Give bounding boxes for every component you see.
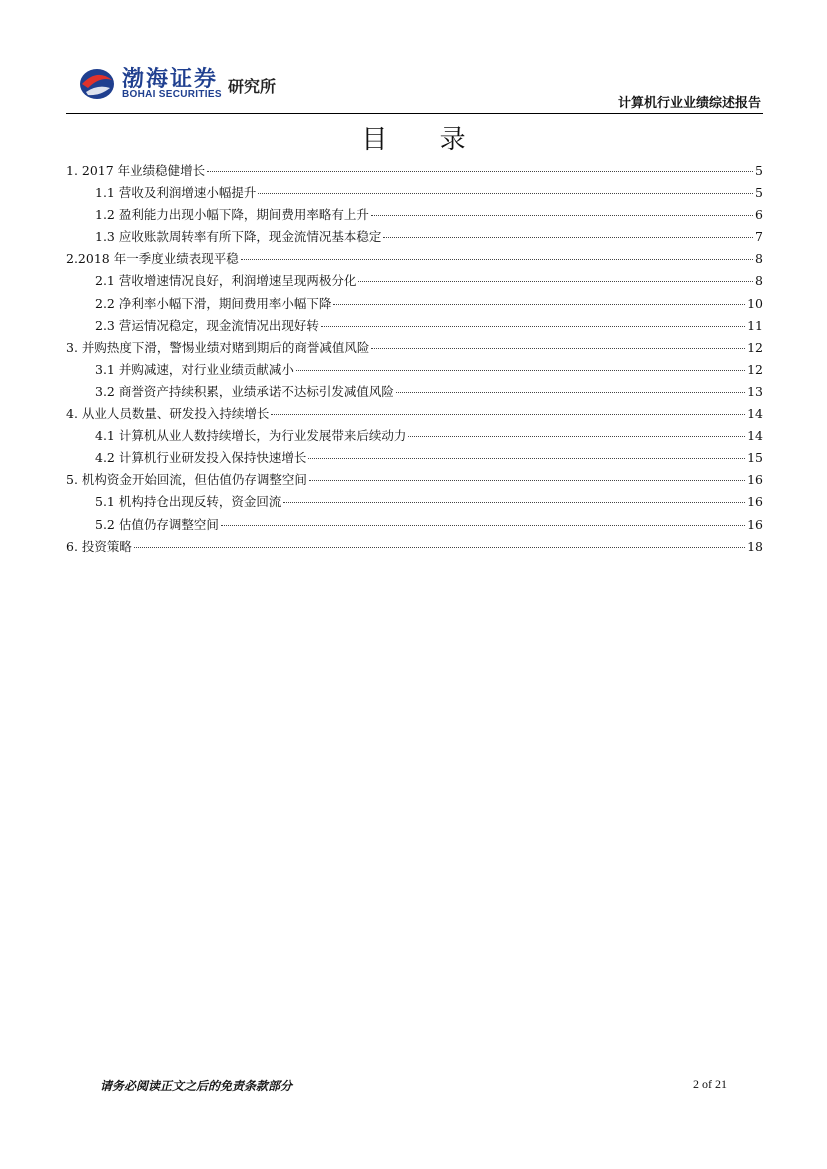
toc-entry-label: 4. 从业人员数量、研发投入持续增长: [66, 406, 270, 422]
toc-entry[interactable]: [66, 359, 763, 381]
toc-entry-page: 16: [747, 472, 763, 488]
page-header: [66, 58, 763, 114]
toc-entry-page: 12: [747, 339, 763, 355]
toc-entry-label: 5.2 估值仍存调整空间: [95, 516, 219, 532]
toc-entry[interactable]: [66, 536, 763, 558]
toc-leader-dots: [396, 392, 745, 393]
toc-entry-page: 8: [755, 273, 763, 289]
toc-leader-dots: [371, 348, 745, 349]
toc-entry-label: 1.3 应收账款周转率有所下降，现金流情况基本稳定: [95, 229, 382, 245]
toc-entry[interactable]: [66, 182, 763, 204]
toc-entry-label: 2.3 营运情况稳定，现金流情况出现好转: [95, 317, 319, 333]
toc-entry[interactable]: [66, 337, 763, 359]
toc-leader-dots: [241, 259, 753, 260]
toc-entry[interactable]: [66, 425, 763, 447]
footer-disclaimer: 请务必阅读正文之后的免责条款部分: [100, 1079, 293, 1093]
toc-leader-dots: [308, 458, 745, 459]
toc-leader-dots: [134, 547, 745, 548]
toc-entry[interactable]: [66, 403, 763, 425]
toc-entry-page: 16: [747, 494, 763, 510]
report-title: 计算机行业业绩综述报告: [617, 96, 761, 111]
toc-entry-page: 13: [747, 383, 763, 399]
toc-entry-page: 14: [747, 428, 763, 444]
toc-entry[interactable]: [66, 270, 763, 292]
brand-department: 研究所: [228, 77, 277, 96]
toc-entry[interactable]: [66, 381, 763, 403]
toc-entry[interactable]: [66, 293, 763, 315]
toc-entry-page: 18: [747, 538, 763, 554]
toc-entry-label: 2.2 净利率小幅下滑，期间费用率小幅下降: [95, 295, 332, 311]
toc-entry-label: 3. 并购热度下滑，警惕业绩对赌到期后的商誉减值风险: [66, 339, 370, 355]
toc-entry-page: 15: [747, 450, 763, 466]
toc-entry[interactable]: [66, 204, 763, 226]
toc-leader-dots: [321, 326, 745, 327]
toc-leader-dots: [221, 525, 745, 526]
toc-entry-page: 5: [755, 185, 763, 201]
toc-entry-label: 1. 2017 年业绩稳健增长: [66, 163, 206, 178]
toc-entry[interactable]: [66, 491, 763, 513]
toc-leader-dots: [333, 304, 745, 305]
bohai-logo-icon: [78, 62, 116, 102]
brand-name-cn: 渤海证券: [122, 67, 219, 92]
toc-entry-label: 5.1 机构持仓出现反转，资金回流: [95, 494, 282, 510]
toc-entry-page: 5: [755, 163, 763, 178]
toc-entry-page: 12: [747, 361, 763, 377]
table-of-contents: [66, 160, 763, 558]
toc-entry-label: 4.1 计算机从业人数持续增长，为行业发展带来后续动力: [95, 428, 407, 444]
toc-leader-dots: [383, 237, 753, 238]
toc-entry-label: 2.1 营收增速情况良好，利润增速呈现两极分化: [95, 273, 357, 289]
toc-leader-dots: [296, 370, 745, 371]
toc-entry[interactable]: [66, 447, 763, 469]
toc-leader-dots: [358, 281, 753, 282]
toc-entry-page: 10: [747, 295, 763, 311]
toc-title: 目 录: [361, 125, 488, 155]
toc-entry-label: 3.2 商誉资产持续积累，业绩承诺不达标引发减值风险: [95, 383, 394, 399]
toc-entry-page: 11: [747, 317, 763, 333]
toc-entry-page: 14: [747, 406, 763, 422]
toc-entry-page: 16: [747, 516, 763, 532]
toc-leader-dots: [309, 480, 745, 481]
toc-leader-dots: [207, 171, 753, 172]
toc-entry-label: 6. 投资策略: [66, 538, 132, 554]
page-indicator: 2 of 21: [693, 1077, 727, 1091]
toc-entry[interactable]: [66, 514, 763, 536]
toc-entry[interactable]: [66, 160, 763, 182]
toc-entry-page: 8: [755, 251, 763, 267]
toc-leader-dots: [271, 414, 745, 415]
toc-entry-label: 3.1 并购减速，对行业业绩贡献减小: [95, 361, 294, 377]
toc-entry-label: 4.2 计算机行业研发投入保持快速增长: [95, 450, 307, 466]
toc-entry-label: 1.1 营收及利润增速小幅提升: [95, 185, 257, 201]
toc-entry-label: 5. 机构资金开始回流，但估值仍存调整空间: [66, 472, 307, 488]
toc-entry[interactable]: [66, 248, 763, 270]
toc-entry-label: 2.2018 年一季度业绩表现平稳: [66, 251, 239, 267]
toc-leader-dots: [283, 502, 745, 503]
toc-leader-dots: [371, 215, 753, 216]
header-divider: [66, 113, 763, 114]
toc-entry[interactable]: [66, 226, 763, 248]
toc-leader-dots: [258, 193, 753, 194]
toc-entry[interactable]: [66, 469, 763, 491]
brand-name-en: BOHAI SECURITIES: [122, 89, 222, 100]
toc-entry-page: 6: [755, 207, 763, 223]
toc-leader-dots: [408, 436, 745, 437]
toc-entry-page: 7: [755, 229, 763, 245]
toc-entry-label: 1.2 盈利能力出现小幅下降，期间费用率略有上升: [95, 207, 369, 223]
toc-entry[interactable]: [66, 315, 763, 337]
page-footer: [100, 1077, 727, 1095]
